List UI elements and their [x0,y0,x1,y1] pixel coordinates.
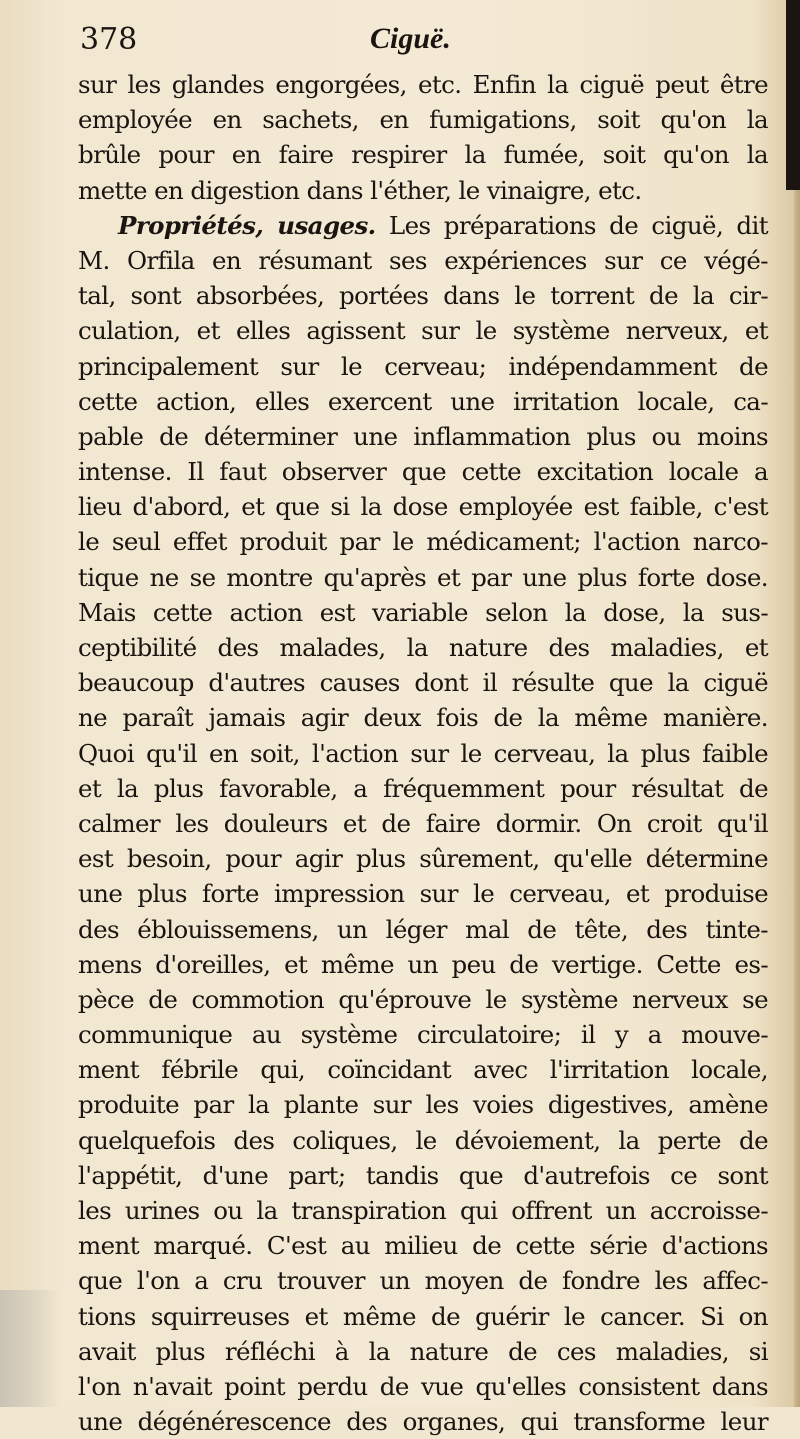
section-heading: Propriétés, usages. [118,210,376,240]
body-text [78,67,768,1439]
text-line: ceptibilité des malades, la nature des maladies, et [78,633,768,662]
text-line: quelquefois des coliques, le dévoiement, la perte de [78,1125,768,1155]
text-line: une plus forte impression sur le cerveau, et produise [78,879,768,909]
page-header [62,16,762,66]
text-line: sur les glandes engorgées, etc. Enfin la ciguë peut être [78,70,768,99]
page-edge-dark [786,0,800,190]
text-line: employée en sachets, en fumigations, soit qu'on la [78,105,768,135]
section-heading-rest: Les préparations de ciguë, dit [388,210,768,240]
text-line: calmer les douleurs et de faire dormir. On croit qu'il [78,808,768,838]
text-line: des éblouissemens, un léger mal de tête, des tinte- [78,914,768,944]
text-line: une dégénérescence des organes, qui transforme leur [78,1407,768,1437]
text-line: mens d'oreilles, et même un peu de vertige. Cette es- [78,949,768,979]
text-line: principalement sur le cerveau; indépendamment de [78,351,768,381]
text-line: beaucoup d'autres causes dont il résulte que la ciguë [78,668,768,698]
text-line: ment marqué. C'est au milieu de cette série d'actions [78,1231,768,1261]
text-line: l'on n'avait point perdu de vue qu'elles consistent dans [78,1371,768,1401]
text-line: tions squirreuses et même de guérir le cancer. Si on [78,1301,768,1331]
text-line: que l'on a cru trouver un moyen de fondre les affec- [78,1266,768,1296]
text-line: Quoi qu'il en soit, l'action sur le cerveau, la plus faible [78,738,768,768]
page-edge [794,190,800,1407]
text-line: tal, sont absorbées, portées dans le torrent de la cir- [78,281,768,311]
text-line: et la plus favorable, a fréquemment pour résultat de [78,773,768,803]
text-line: brûle pour en faire respirer la fumée, soit qu'on la [78,140,768,170]
text-line: les urines ou la transpiration qui offrent un accroisse- [78,1196,768,1225]
text-line: ne paraît jamais agir deux fois de la même manière. [78,703,768,733]
text-line: lieu d'abord, et que si la dose employée est faible, c'est [78,492,768,522]
text-line: produite par la plante sur les voies digestives, amène [78,1090,768,1120]
text-line: Mais cette action est variable selon la dose, la sus- [78,597,768,627]
text-line: intense. Il faut observer que cette excitation locale a [78,457,768,487]
text-line: le seul effet produit par le médicament; l'action narco- [78,527,768,557]
text-line: l'appétit, d'une part; tandis que d'autrefois ce sont [78,1160,768,1190]
text-line: ment fébrile qui, coïncidant avec l'irritation locale, [78,1055,768,1085]
section-heading-line [78,208,768,243]
text-line: est besoin, pour agir plus sûrement, qu'elle détermine [78,844,768,874]
page-number: 378 [80,22,138,57]
text-line: M. Orfila en résumant ses expériences sur ce végé- [78,245,768,275]
text-line: pable de déterminer une inflammation plus ou moins [78,421,768,451]
text-line: avait plus réfléchi à la nature de ces maladies, si [78,1336,768,1366]
text-line: communique au système circulatoire; il y a mouve- [78,1020,768,1050]
text-line: tique ne se montre qu'après et par une plus forte dose. [78,562,768,592]
text-line: pèce de commotion qu'éprouve le système nerveux se [78,984,768,1014]
scan-shadow [0,1290,60,1407]
text-line: mette en digestion dans l'éther, le vinaigre, etc. [78,175,642,205]
text-line: cette action, elles exercent une irritation locale, ca- [78,386,768,416]
running-title: Ciguë. [370,22,451,55]
text-line: culation, et elles agissent sur le système nerveux, et [78,316,768,346]
